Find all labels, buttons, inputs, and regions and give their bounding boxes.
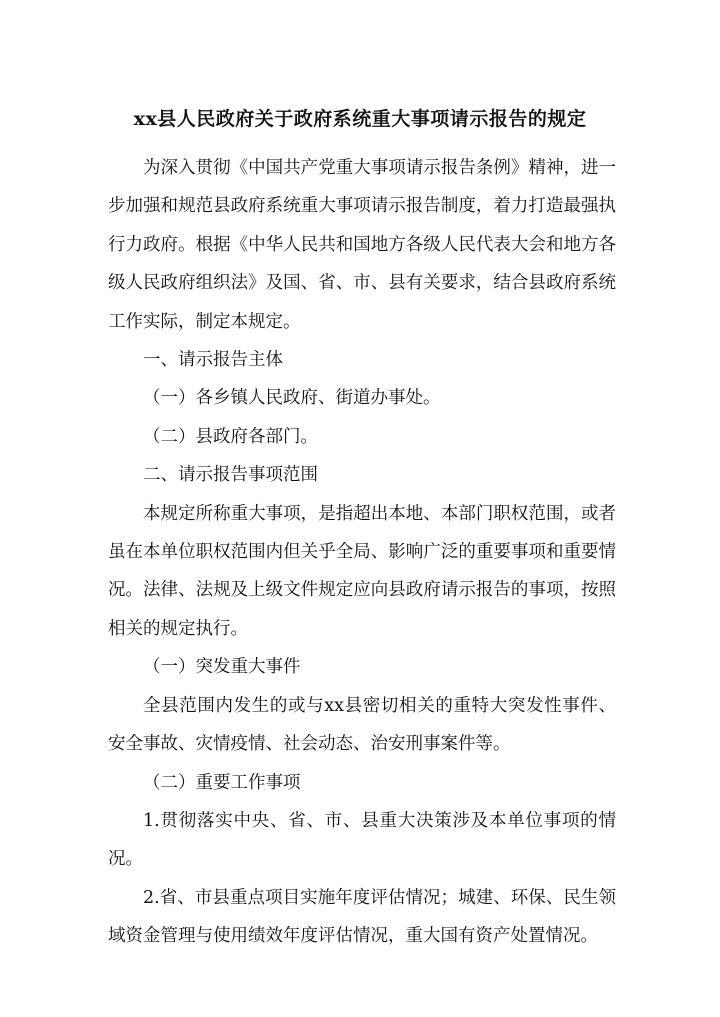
document-body: [108, 149, 616, 956]
list-item-1-2: （二）县政府各部门。: [143, 426, 318, 447]
paragraph-preamble: 为深入贯彻《中国共产党重大事项请示报告条例》精神，进一步加强和规范县政府系统重大事项请示报告制度，着力打造最强执行力政府。根据《中华人民共和国地方各级人民代表大会和地方各级人民政府组织法》及国、省、市、县有关要求，结合县政府系统工作实际，制定本规定。: [108, 158, 616, 332]
subheading-emergencies: （一）突发重大事件: [143, 657, 301, 678]
subheading-important-work: （二）重要工作事项: [143, 772, 301, 793]
paragraph-emergencies: 全县范围内发生的或与xx县密切相关的重特大突发性事件、安全事故、灾情疫情、社会动态、治安刑事案件等。: [108, 695, 616, 755]
heading-section-2: 二、请示报告事项范围: [143, 465, 318, 486]
heading-section-1: 一、请示报告主体: [143, 350, 283, 371]
list-item-1-1: （一）各乡镇人民政府、街道办事处。: [143, 388, 441, 409]
list-item-work-1: 1.贯彻落实中央、省、市、县重大决策涉及本单位事项的情况。: [108, 810, 616, 870]
document-title: xx县人民政府关于政府系统重大事项请示报告的规定: [133, 108, 587, 130]
paragraph-definition: 本规定所称重大事项，是指超出本地、本部门职权范围，或者虽在本单位职权范围内但关乎全局、影响广泛的重要事项和重要情况。法律、法规及上级文件规定应向县政府请示报告的事项，按照相关的规定执行。: [108, 503, 616, 639]
list-item-work-2: 2.省、市县重点项目实施年度评估情况；城建、环保、民生领域资金管理与使用绩效年度评估情况，重大国有资产处置情况。: [108, 887, 616, 947]
